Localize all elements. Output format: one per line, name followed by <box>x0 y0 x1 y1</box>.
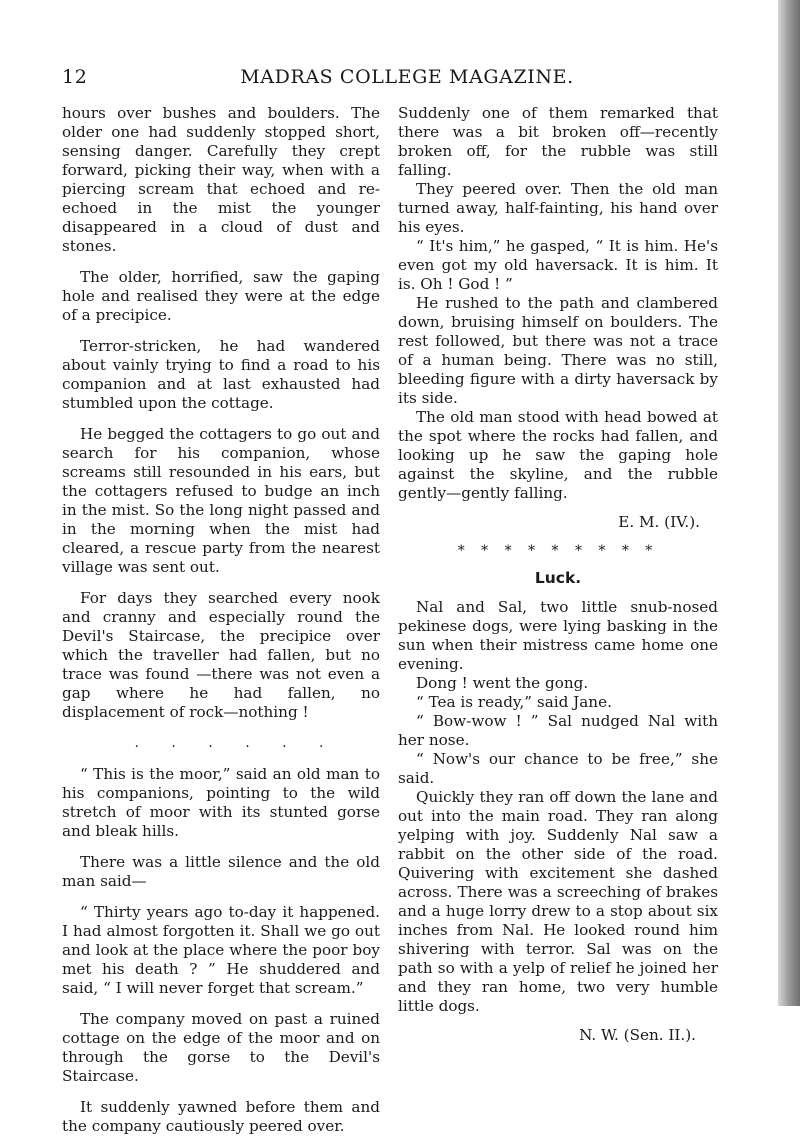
author-signature: E. M. (IV.). <box>618 513 700 531</box>
paragraph: They peered over. Then the old man turned away, half-fainting, his hand over his eyes. <box>398 180 718 236</box>
paragraph: “ Bow-wow ! ” Sal nudged Nal with her nose. <box>398 712 718 749</box>
page-edge-shadow <box>778 0 800 1006</box>
right-column <box>398 104 718 1045</box>
paragraph: Nal and Sal, two little snub-nosed pekinese dogs, were lying basking in the sun when their mistress came home one evening. <box>398 598 718 673</box>
paragraph: The older, horrified, saw the gaping hole and realised they were at the edge of a precipice. <box>62 268 380 324</box>
paragraph: There was a little silence and the old man said— <box>62 853 380 890</box>
paragraph: The company moved on past a ruined cottage on the edge of the moor and on through the gorse to the Devil's Staircase. <box>62 1010 380 1085</box>
paragraph: Terror-stricken, he had wandered about vainly trying to find a road to his companion and at last exhausted had stumbled upon the cottage. <box>62 337 380 412</box>
paragraph: “ Tea is ready,” said Jane. <box>416 693 612 711</box>
paragraph: Suddenly one of them remarked that there was a bit broken off—recently broken off, for the rubble was still falling. <box>398 104 718 179</box>
paragraph: “ It's him,” he gasped, “ It is him. He's even got my old haversack. It is him. It is. Oh ! God ! ” <box>398 237 718 293</box>
paragraph: For days they searched every nook and cranny and especially round the Devil's Staircase, the precipice over which the traveller had fallen, but no trace was found —there was not even a gap where he had fallen, no displacement of rock—nothing ! <box>62 589 380 721</box>
paragraph: The old man stood with head bowed at the spot where the rocks had fallen, and looking up he saw the gaping hole against the skyline, and the rubble gently—gently falling. <box>398 408 718 502</box>
section-separator: . . . . . . <box>134 735 338 751</box>
paragraph: It suddenly yawned before them and the company cautiously peered over. <box>62 1098 380 1135</box>
running-title: MADRAS COLLEGE MAGAZINE. <box>240 66 574 88</box>
paragraph: He rushed to the path and clambered down, bruising himself on boulders. The rest followed, but there was not a trace of a human being. There was no still, bleeding figure with a dirty haversack by its side. <box>398 294 718 407</box>
paragraph: He begged the cottagers to go out and search for his companion, whose screams still resounded in his ears, but the cottagers refused to budge an inch in the mist. So the long night passed and in the morning when the mist had cleared, a rescue party from the nearest village was sent out. <box>62 425 380 576</box>
star-separator: * * * * * * * * * <box>457 543 659 559</box>
paragraph: “ This is the moor,” said an old man to his companions, pointing to the wild stretch of moor with its stunted gorse and bleak hills. <box>62 765 380 840</box>
left-column <box>62 104 380 1148</box>
story-title: Luck. <box>534 569 582 587</box>
paragraph: Dong ! went the gong. <box>416 674 589 692</box>
page-header <box>62 66 752 90</box>
author-signature: N. W. (Sen. II.). <box>579 1026 696 1044</box>
page-number: 12 <box>62 66 88 88</box>
paragraph: hours over bushes and boulders. The older one had suddenly stopped short, sensing danger. Carefully they crept forward, picking their way, when with a piercing scream that echoed and re-echoed in the mist the younger disappeared in a cloud of dust and stones. <box>62 104 380 255</box>
paragraph: “ Thirty years ago to-day it happened. I had almost forgotten it. Shall we go out and look at the place where the poor boy met his death ? ” He shuddered and said, “ I will never forget that scream.” <box>62 903 380 997</box>
paragraph: Quickly they ran off down the lane and out into the main road. They ran along yelping with joy. Suddenly Nal saw a rabbit on the other side of the road. Quivering with excitement she dashed across. There was a screeching of brakes and a huge lorry drew to a stop about six inches from Nal. He looked round him shivering with terror. Sal was on the path so with a yelp of relief he joined her and they ran home, two very humble little dogs. <box>398 788 718 1015</box>
paragraph: “ Now's our chance to be free,” she said. <box>398 750 718 787</box>
